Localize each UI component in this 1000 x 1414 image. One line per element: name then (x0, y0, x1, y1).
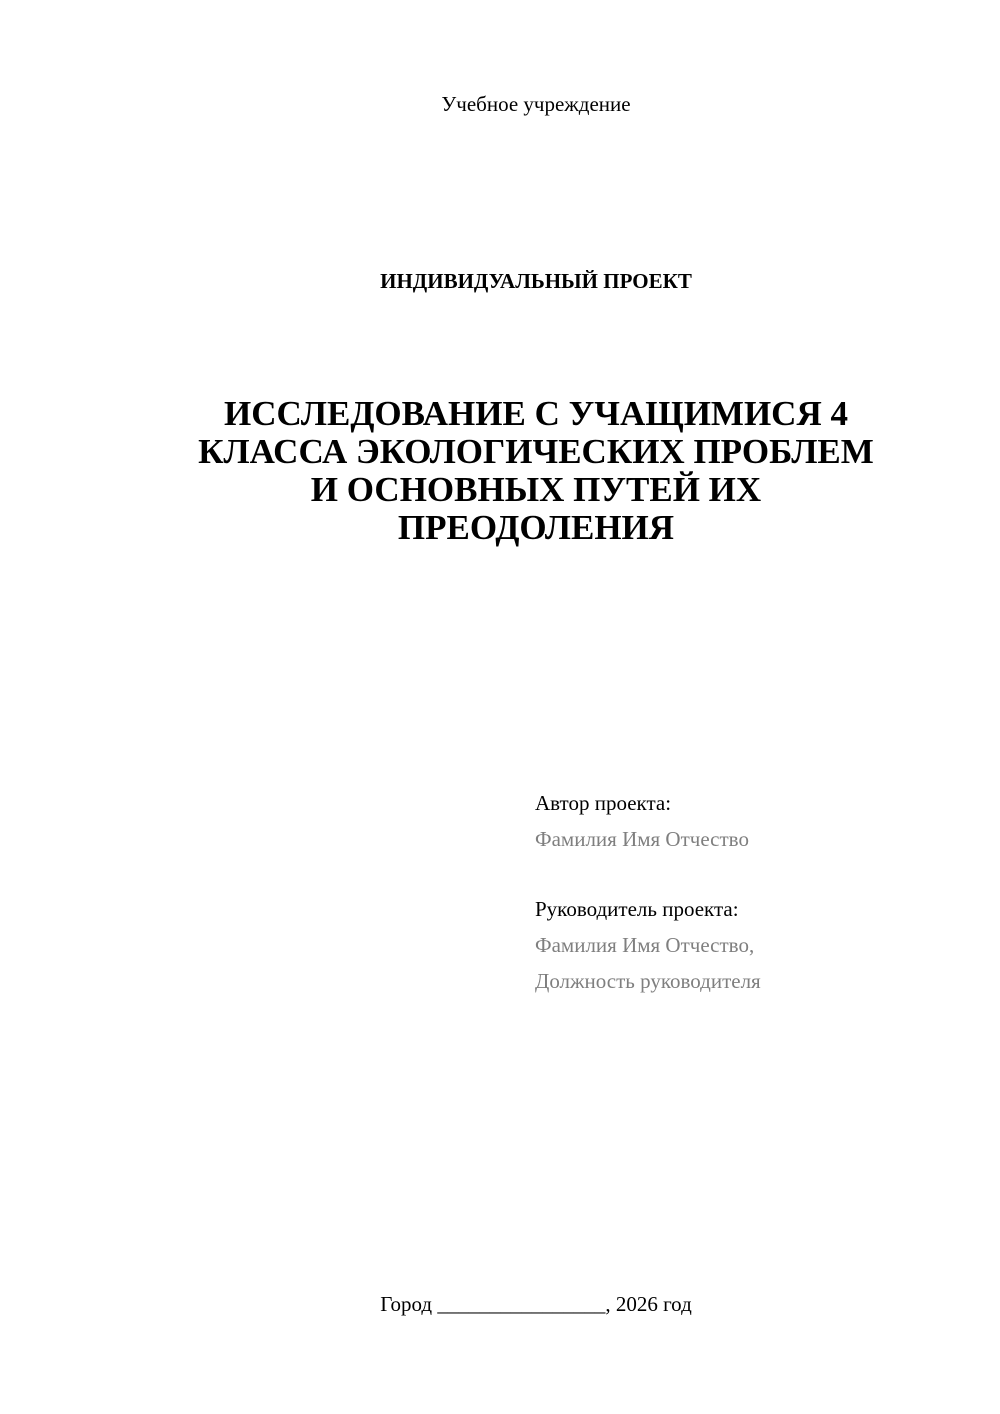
document-type: ИНДИВИДУАЛЬНЫЙ ПРОЕКТ (380, 269, 692, 293)
project-title (150, 395, 922, 547)
signature-block (535, 785, 975, 999)
author-label: Автор проекта: (535, 791, 672, 815)
project-title-line: ПРЕОДОЛЕНИЯ (397, 508, 675, 547)
project-title-line: ИССЛЕДОВАНИЕ С УЧАЩИМИСЯ 4 (224, 394, 848, 433)
project-title-line: И ОСНОВНЫХ ПУТЕЙ ИХ (310, 470, 762, 509)
institution-name: Учебное учреждение (441, 92, 631, 116)
author-name: Фамилия Имя Отчество (535, 827, 749, 851)
supervisor-position: Должность руководителя (535, 969, 761, 993)
signature-spacer (535, 857, 975, 891)
supervisor-name: Фамилия Имя Отчество, (535, 933, 755, 957)
city-year-line: Город ________________, 2026 год (380, 1292, 692, 1316)
supervisor-label: Руководитель проекта: (535, 897, 739, 921)
project-title-line: КЛАССА ЭКОЛОГИЧЕСКИХ ПРОБЛЕМ (198, 432, 874, 471)
